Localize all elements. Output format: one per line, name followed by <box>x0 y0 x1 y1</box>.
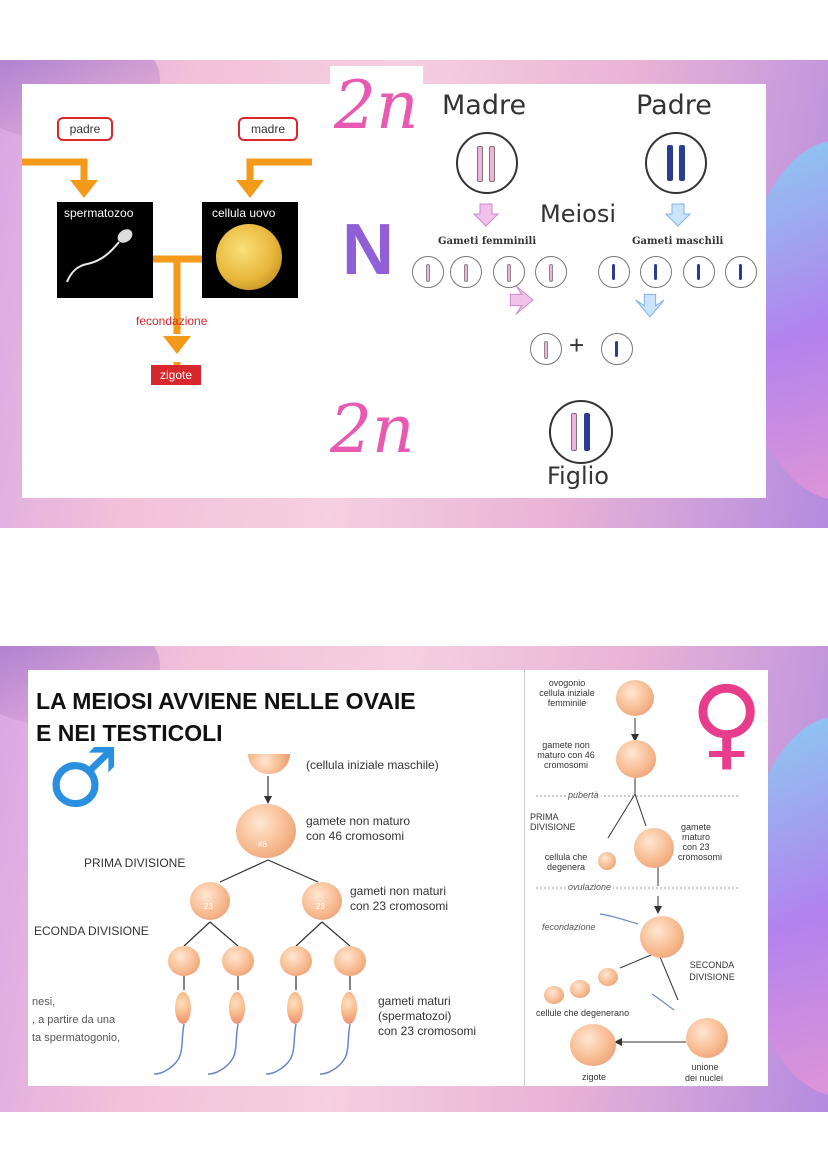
father-heading: Padre <box>636 90 712 121</box>
chromosome <box>679 145 685 181</box>
sperm-label: spermatozoo <box>64 206 134 220</box>
father-label: padre <box>57 117 113 141</box>
zygote-label: zigote <box>151 365 201 385</box>
slide-meiosis <box>0 646 828 1112</box>
slide-fertilization <box>0 60 828 528</box>
puberty-label: pubertà <box>568 790 599 800</box>
female-symbol: ♀ <box>690 664 764 781</box>
nuclei-union-line2: dei nuclei <box>684 1073 724 1083</box>
spermatid <box>168 946 200 976</box>
male-gamete-union <box>601 333 633 365</box>
degenerating-cells-label: cellule che degenerano <box>536 1008 630 1018</box>
egg-cell-icon <box>216 224 282 290</box>
degenerating-cell-line1: cellula che <box>544 852 588 862</box>
oogenesis-divider <box>524 670 525 1086</box>
sperm-head <box>175 992 191 1024</box>
female-gamete <box>412 256 444 288</box>
female-second-division-line2: DIVISIONE <box>689 972 735 982</box>
male-gamete <box>725 256 757 288</box>
female-mature-line4: cromosomi <box>677 852 722 862</box>
male-cell-23 <box>302 882 342 920</box>
child-cell <box>549 400 613 464</box>
degenerating-cell <box>570 980 590 998</box>
ovulation-label: ovulazione <box>568 882 612 892</box>
sperm-head <box>229 992 245 1024</box>
male-symbol: ♂ <box>46 731 120 826</box>
zygote-cell <box>570 1024 616 1066</box>
chromosome <box>584 413 590 451</box>
female-fertilization-label: fecondazione <box>542 922 596 932</box>
female-mature-line1: gamete <box>680 822 712 832</box>
male-initial-cell-label: (cellula iniziale maschile) <box>306 758 439 772</box>
zygote-label: zigote <box>581 1072 607 1082</box>
spermatogenesis-diagram <box>150 756 400 1076</box>
female-immature-line2: maturo con 46 <box>537 750 595 760</box>
cell-23: 23 <box>316 902 325 911</box>
oogonium-line1: ovogonio <box>548 678 586 688</box>
male-gamete <box>683 256 715 288</box>
ploidy-bottom: 2n <box>330 391 415 468</box>
spermatid <box>222 946 254 976</box>
male-gametes-label: Gameti maschili <box>632 236 724 247</box>
female-gametes-label: Gameti femminili <box>438 236 537 247</box>
male-mature-gametes-line3: con 23 cromosomi <box>378 1024 477 1038</box>
cell-46: 46 <box>258 840 267 849</box>
female-gamete <box>450 256 482 288</box>
mother-cell <box>456 132 518 194</box>
mature-oocyte <box>634 828 674 868</box>
egg-label: cellula uovo <box>212 206 276 220</box>
child-label: Figlio <box>547 462 609 490</box>
ploidy-middle: N <box>342 210 394 290</box>
female-gamete-union <box>530 333 562 365</box>
female-second-division-line1: SECONDA <box>689 960 735 970</box>
male-mature-gametes-line1: gameti maturi <box>378 994 451 1008</box>
degenerating-cell-line2: degenera <box>546 862 586 872</box>
male-immature-gamete-line2: con 46 cromosomi <box>306 829 405 843</box>
side-text-line1: nesi, <box>32 996 56 1008</box>
female-first-division-line2: DIVISIONE <box>530 822 576 832</box>
female-gamete <box>493 256 525 288</box>
male-gamete <box>640 256 672 288</box>
male-gamete <box>598 256 630 288</box>
female-mature-line3: con 23 <box>682 842 710 852</box>
male-second-division: ECONDA DIVISIONE <box>34 924 149 938</box>
mother-label: madre <box>238 117 298 141</box>
spermatid <box>334 946 366 976</box>
oogonium-line2: cellula iniziale <box>539 688 595 698</box>
female-immature-line1: gamete non <box>542 740 590 750</box>
father-cell <box>645 132 707 194</box>
ploidy-top: 2n <box>330 66 423 146</box>
female-first-division-line1: PRIMA <box>530 812 559 822</box>
male-immature-gametes-line2: con 23 cromosomi <box>350 899 449 913</box>
male-immature-gametes-line1: gameti non maturi <box>350 884 447 898</box>
slide-title-line2: E NEI TESTICOLI <box>36 720 223 746</box>
egg-nuclei-union <box>686 1018 728 1058</box>
male-first-division: PRIMA DIVISIONE <box>84 856 186 870</box>
mother-heading: Madre <box>442 90 527 121</box>
fertilized-oocyte <box>640 916 684 958</box>
male-mature-gametes-line2: (spermatozoi) <box>378 1009 452 1023</box>
slide-title-line1: LA MEIOSI AVVIENE NELLE OVAIE <box>36 688 416 714</box>
chromosome <box>477 146 483 182</box>
female-immature-cell <box>616 740 656 778</box>
chromosome <box>667 145 673 181</box>
degenerating-cell <box>598 968 618 986</box>
fertilization-label: fecondazione <box>136 314 208 328</box>
chromosome <box>489 146 495 182</box>
degenerating-cell <box>544 986 564 1004</box>
polar-body <box>598 852 616 870</box>
side-text-line3: ta spermatogonio, <box>32 1032 121 1044</box>
female-immature-line3: cromosomi <box>543 760 588 770</box>
sperm-head <box>341 992 357 1024</box>
male-cell-23 <box>190 882 230 920</box>
oogonium-line3: femminile <box>547 698 587 708</box>
cell-23: 23 <box>204 902 213 911</box>
nuclei-union-line1: unione <box>691 1062 719 1072</box>
male-immature-46 <box>236 804 296 858</box>
female-gamete <box>535 256 567 288</box>
female-mature-line2: maturo <box>681 832 710 842</box>
sperm-head <box>287 992 303 1024</box>
plus-sign: + <box>569 330 585 360</box>
side-text-line2: , a partire da una <box>32 1014 116 1026</box>
spermatid <box>280 946 312 976</box>
meiosis-label: Meiosi <box>540 200 616 228</box>
male-immature-gamete-line1: gamete non maturo <box>306 814 411 828</box>
chromosome <box>571 413 577 451</box>
